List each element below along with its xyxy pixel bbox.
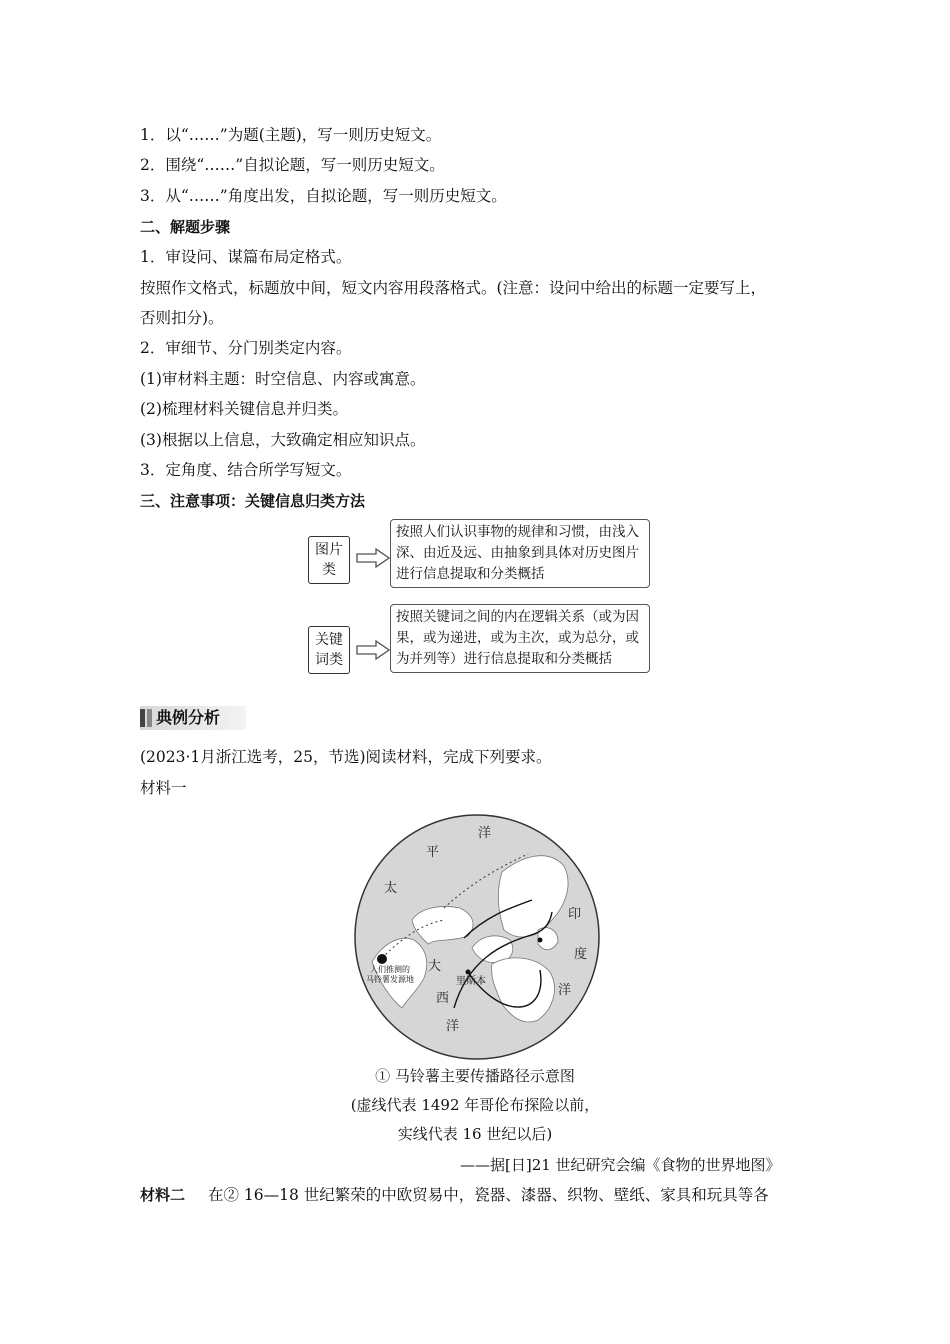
origin-label-line-1: 人们推测的 bbox=[370, 965, 410, 974]
lisbon-marker-icon bbox=[466, 970, 471, 975]
keyword-category-label-b: 词类 bbox=[315, 652, 343, 668]
map-label-du: 度 bbox=[574, 947, 588, 962]
step-1-body-line-2: 否则扣分)。 bbox=[140, 309, 224, 327]
map-label-yin: 印 bbox=[568, 907, 582, 922]
arrow-right-icon bbox=[356, 548, 390, 568]
intro-line-2: 2．围绕“……”自拟论题，写一则历史短文。 bbox=[140, 156, 445, 174]
picture-category-description: 按照人们认识事物的规律和习惯，由浅入深、由近及远、由抽象到具体对历史图片进行信息提取和分类概括 bbox=[390, 519, 650, 588]
step-1-body-line-1: 按照作文格式，标题放中间，短文内容用段落格式。(注意：设问中给出的标题一定要写上， bbox=[140, 279, 767, 297]
potato-spread-map bbox=[352, 812, 602, 1062]
map-label-yang-pacific: 洋 bbox=[478, 826, 492, 841]
step-2-a: (1)审材料主题：时空信息、内容或寓意。 bbox=[140, 370, 426, 388]
figure-source: ——据[日]21 世纪研究会编《食物的世界地图》 bbox=[460, 1156, 781, 1174]
figure-caption-title: ① 马铃薯主要传播路径示意图 bbox=[375, 1067, 575, 1085]
origin-marker-icon bbox=[377, 954, 387, 964]
example-section-title: 典例分析 bbox=[156, 708, 221, 727]
keyword-category-description: 按照关键词之间的内在逻辑关系（或为因果，或为递进，或为主次，或为总分，或为并列等）进行信息提取和分类概括 bbox=[390, 604, 650, 673]
step-3: 3．定角度、结合所学写短文。 bbox=[140, 461, 352, 479]
figure-caption-line-3: 实线代表 16 世纪以后) bbox=[397, 1125, 553, 1143]
step-2-b: (2)梳理材料关键信息并归类。 bbox=[140, 400, 348, 418]
map-label-tai: 太 bbox=[384, 881, 398, 896]
map-label-xi: 西 bbox=[436, 991, 450, 1006]
classification-diagram bbox=[300, 516, 650, 696]
picture-category-box bbox=[308, 536, 350, 584]
section-marker-icon bbox=[140, 709, 145, 727]
material-2-text: 在② 16—18 世纪繁荣的中欧贸易中，瓷器、漆器、织物、壁纸、家具和玩具等各 bbox=[207, 1186, 769, 1204]
map-label-da: 大 bbox=[428, 959, 442, 974]
step-2: 2．审细节、分门别类定内容。 bbox=[140, 339, 352, 357]
material-1-label: 材料一 bbox=[140, 779, 187, 797]
figure-caption-line-2: (虚线代表 1492 年哥伦布探险以前， bbox=[350, 1096, 600, 1114]
picture-category-label-b: 类 bbox=[322, 562, 336, 578]
intro-line-1: 1．以“……”为题(主题)，写一则历史短文。 bbox=[140, 126, 442, 144]
steps-heading: 二、解题步骤 bbox=[140, 218, 231, 236]
map-label-yang-indian: 洋 bbox=[558, 983, 572, 998]
step-2-c: (3)根据以上信息，大致确定相应知识点。 bbox=[140, 431, 426, 449]
step-1: 1．审设问、谋篇布局定格式。 bbox=[140, 248, 352, 266]
example-section-header bbox=[140, 706, 246, 730]
notes-heading: 三、注意事项：关键信息归类方法 bbox=[140, 492, 366, 510]
keyword-category-label-a: 关键 bbox=[315, 632, 343, 648]
material-2-label: 材料二 bbox=[140, 1186, 186, 1204]
map-label-yang-atlantic: 洋 bbox=[446, 1019, 460, 1034]
material-2-line bbox=[140, 1185, 769, 1205]
intro-line-3: 3．从“……”角度出发，自拟论题，写一则历史短文。 bbox=[140, 187, 507, 205]
picture-category-label-a: 图片 bbox=[315, 542, 343, 558]
keyword-category-box bbox=[308, 626, 350, 674]
example-question: (2023·1月浙江选考，25，节选)阅读材料，完成下列要求。 bbox=[140, 748, 552, 766]
lisbon-label: 里斯本 bbox=[456, 976, 486, 987]
arrow-right-icon bbox=[356, 640, 390, 660]
origin-label-line-2: 马铃薯发源地 bbox=[366, 975, 414, 984]
map-label-ping: 平 bbox=[426, 845, 440, 860]
